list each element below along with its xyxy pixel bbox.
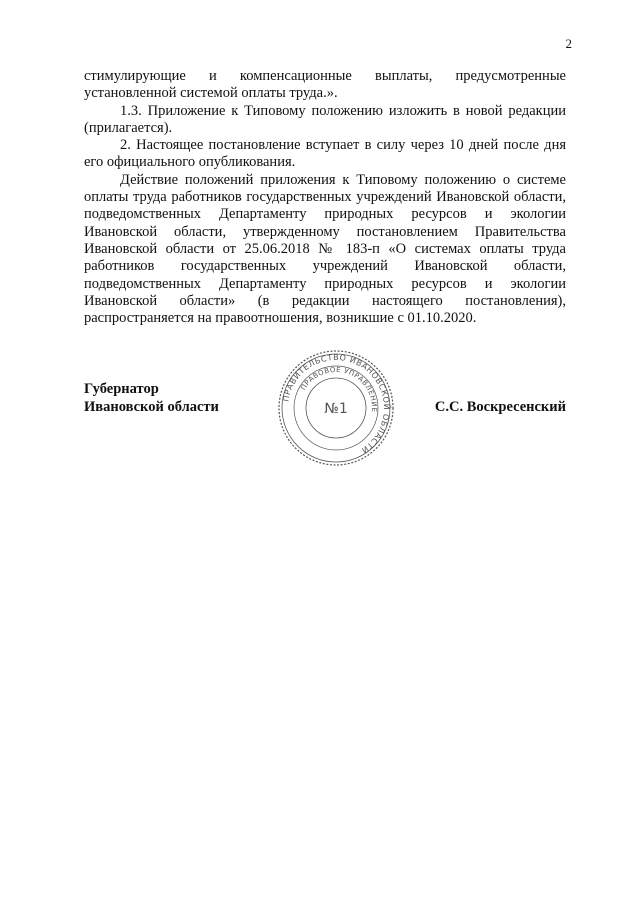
- signature-block: [84, 352, 566, 460]
- paragraph-continuation: стимулирующие и компенсационные выплаты, предусмотренные установленной системой оплаты труда.».: [84, 68, 566, 102]
- seal-number: №1: [324, 401, 348, 417]
- signer-position: [84, 380, 219, 416]
- signer-position-line2: Ивановской области: [84, 399, 219, 415]
- page-number: 2: [565, 36, 572, 51]
- seal-art: [279, 351, 393, 465]
- seal-inner-text: ПРАВОВОЕ УПРАВЛЕНИЕ: [299, 365, 379, 413]
- document-body: [84, 68, 566, 327]
- seal-outer-text: ПРАВИТЕЛЬСТВО ИВАНОВСКОЙ ОБЛАСТИ: [281, 352, 392, 456]
- paragraph-effect: Действие положений приложения к Типовому положению о системе оплаты труда работников государственных учреждений Ивановской области, подведомственных Департаменту природных ресурсов и экологии Ивановской области, утвержденному постановлением Правительства Ивановской области от 25.06.2018 № 183-п «О системах оплаты труда работников государственных учреждений Ивановской области, подведомственных Департаменту природных ресурсов и экологии Ивановской области» (в редакции настоящего постановления), распространяется на правоотношения, возникшие с 01.10.2020.: [84, 171, 566, 327]
- signer-name: С.С. Воскресенский: [434, 399, 566, 415]
- signer-position-line1: Губернатор: [84, 381, 159, 397]
- paragraph-item-1-3: 1.3. Приложение к Типовому положению изложить в новой редакции (прилагается).: [84, 102, 566, 136]
- official-seal: [276, 348, 396, 468]
- paragraph-item-2: 2. Настоящее постановление вступает в силу через 10 дней после дня его официального опубликования.: [84, 137, 566, 171]
